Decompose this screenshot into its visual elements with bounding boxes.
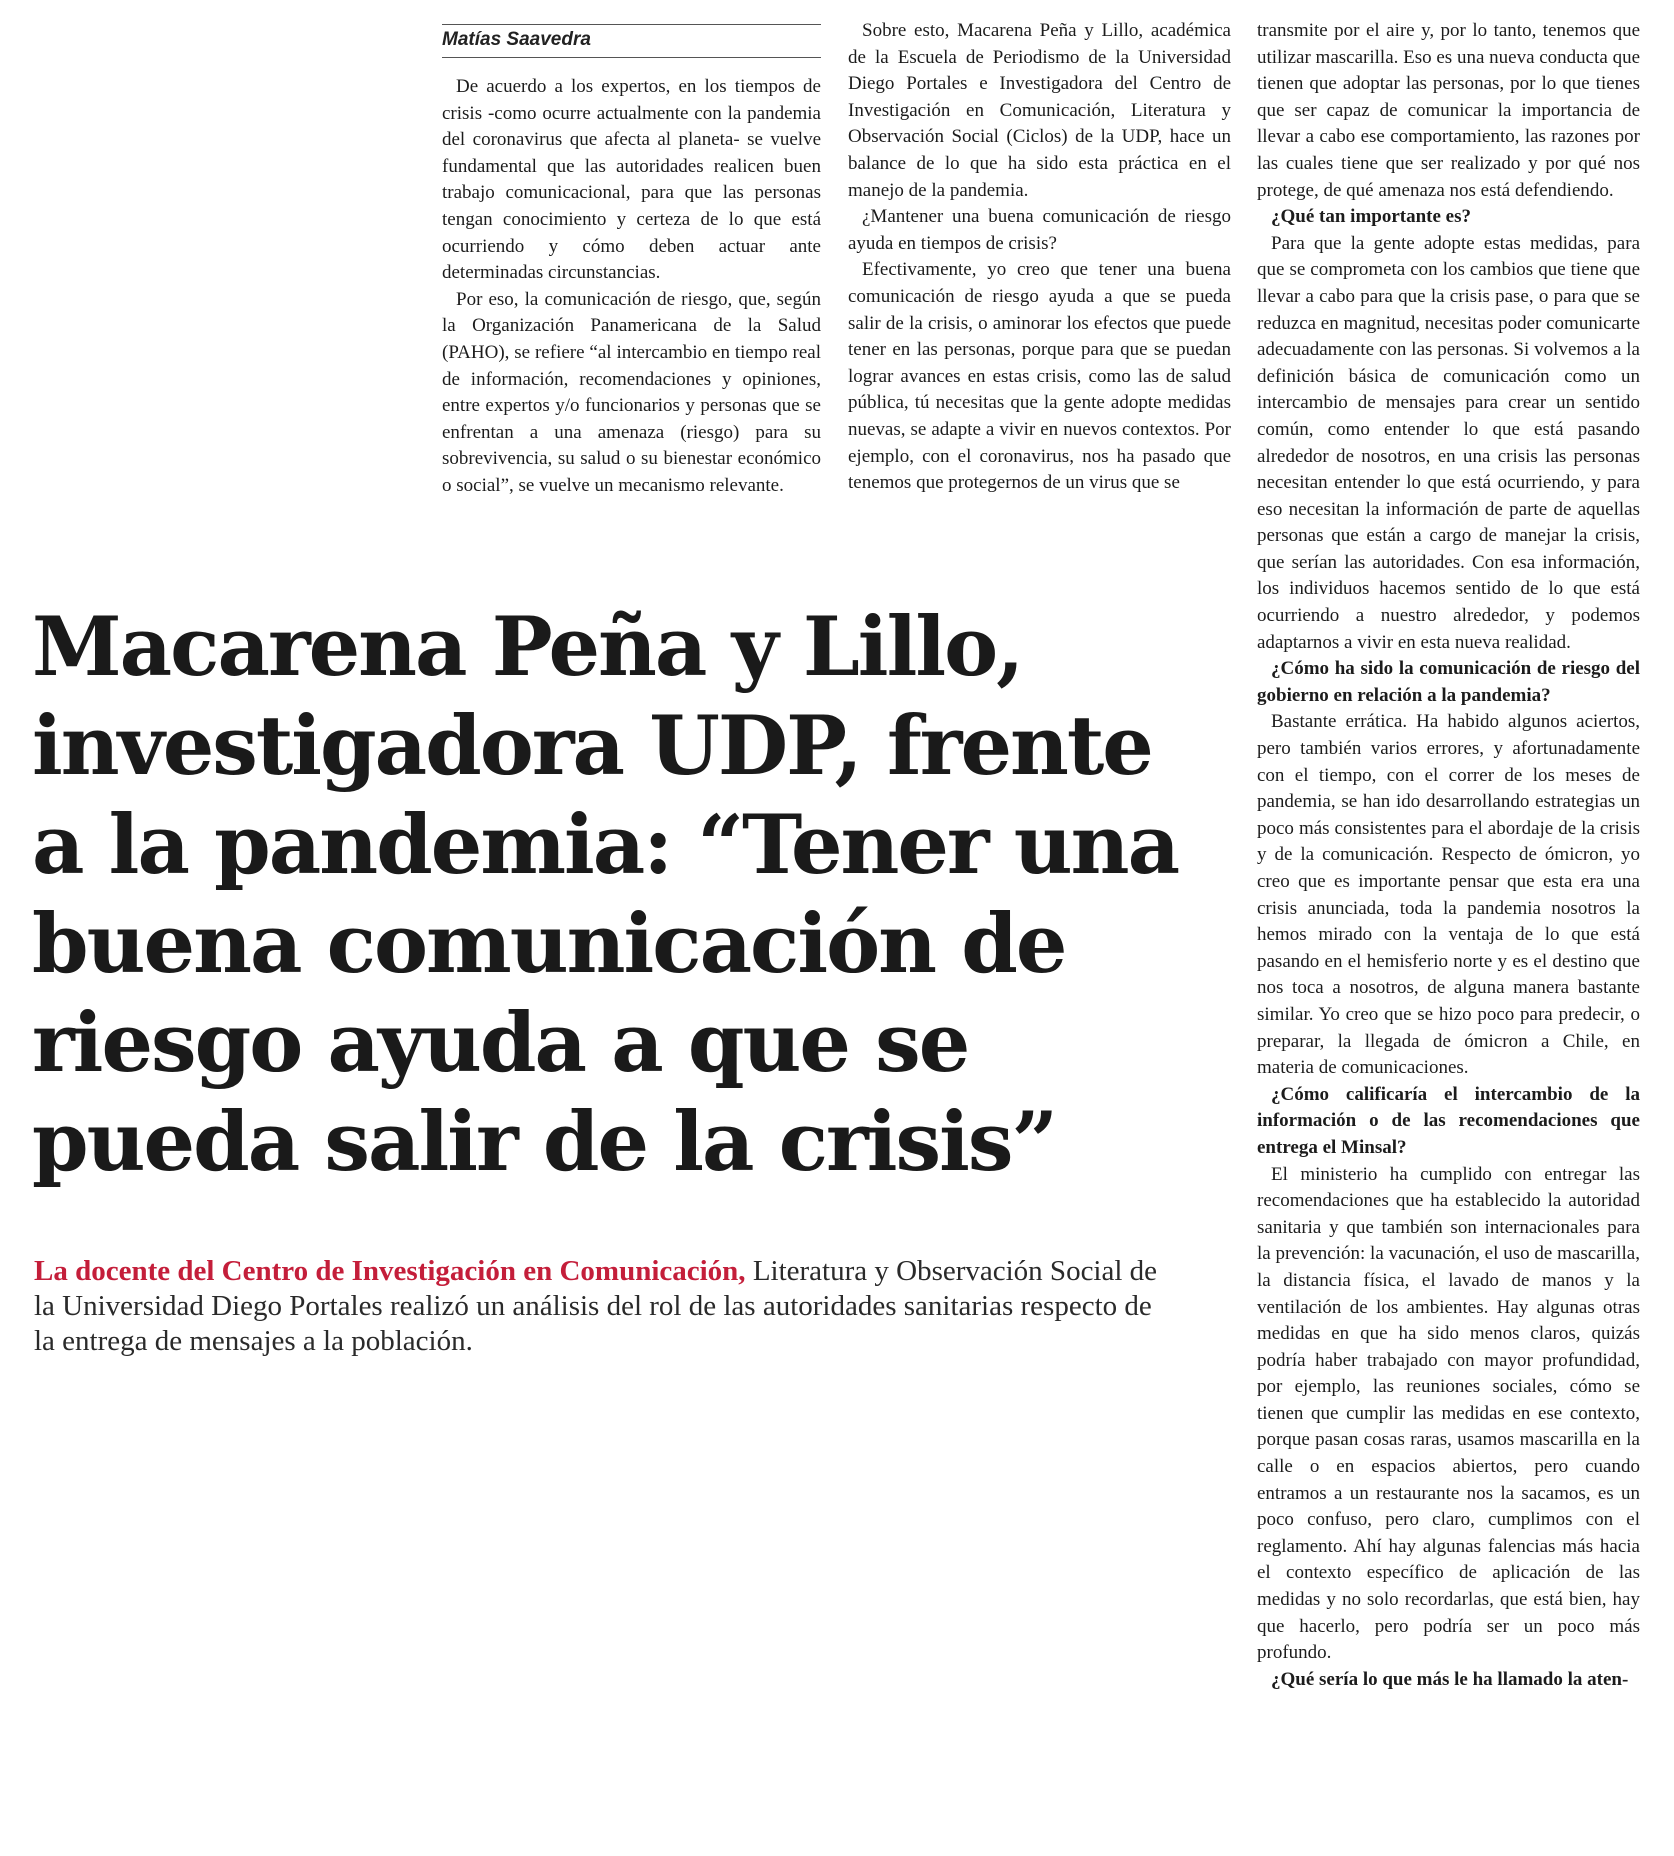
paragraph: De acuerdo a los expertos, en los tiempos de crisis -como ocurre actualmente con la pandemia del coronavirus que afecta al planeta- se vuelve fundamental que las autoridades realicen buen trabajo comunicacional, para que las personas tengan conocimiento y certeza de lo que está ocurriendo y cómo deben actuar ante determinadas circunstancias. xyxy=(442,76,821,284)
paragraph: Por eso, la comunicación de riesgo, que, según la Organización Panamericana de la Salud (PAHO), se refiere “al intercambio en tiempo real de información, recomendaciones y opiniones, entre expertos y/o funcionarios y personas que se enfrentan a una amenaza (riesgo) para su sobrevivencia, su salud o su bienestar económico o social”, se vuelve un mecanismo relevante. xyxy=(442,288,821,496)
headline-line: investigadora UDP, frente xyxy=(32,699,1152,794)
headline-line: riesgo ayuda a que se xyxy=(32,996,969,1091)
paragraph: Para que la gente adopte estas medidas, para que se comprometa con los cambios que tiene que llevar a cabo para que la crisis pase, o para que se reduzca en magnitud, necesitas poder comunicarte adecuadamente con las personas. Si volvemos a la definición básica de comunicación como un intercambio de mensajes para crear un sentido común, como entender lo que está pasando alrededor de nosotros, en una crisis las personas necesitan entender lo que está ocurriendo, y para eso necesitan la información de parte de aquellas personas que están a cargo de manejar la crisis, que serían las autoridades. Con esa información, los individuos hacemos sentido de lo que está ocurriendo a nuestro alrededor, y podemos adaptarnos a vivir en esta nueva realidad. xyxy=(1257,232,1640,653)
article-column-2 xyxy=(848,18,1231,497)
paragraph: El ministerio ha cumplido con entregar las recomendaciones que ha establecido la autoridad sanitaria y que también son internacionales para la prevención: la vacunación, el uso de mascarilla, la distancia física, el lavado de manos y la ventilación de los ambientes. Hay algunas otras medidas en que ha sido menos claros, quizás podría haber trabajado con mayor profundidad, por ejemplo, las reuniones sociales, cómo se tienen que cumplir las medidas en ese contexto, porque pasan cosas raras, usamos mascarilla en la calle o en espacios abiertos, pero cuando entramos a un restaurante nos la sacamos, es un poco confuso, pero claro, cumplimos con el reglamento. Ahí hay algunas falencias más hacia el contexto específico de aplicación de las medidas y no solo recordarlas, que está bien, hay que hacerlo, pero podría ser un poco más profundo. xyxy=(1257,1163,1640,1664)
paragraph: Efectivamente, yo creo que tener una buena comunicación de riesgo ayuda a que se pueda salir de la crisis, o aminorar los efectos que puede tener en las personas, porque para que se puedan lograr avances en estas crisis, como las de salud pública, tú necesitas que la gente adopte medidas nuevas, se adapte a vivir en nuevos contextos. Por ejemplo, con el coronavirus, nos ha pasado que tenemos que protegernos de un virus que se xyxy=(848,259,1231,494)
author-name: Matías Saavedra xyxy=(442,29,591,50)
lead-highlight: La docente del Centro de Investigación en Comunicación, xyxy=(34,1255,746,1287)
interview-question: ¿Mantener una buena comunicación de riesgo ayuda en tiempos de crisis? xyxy=(848,206,1231,254)
paragraph: transmite por el aire y, por lo tanto, tenemos que utilizar mascarilla. Eso es una nueva conducta que tienen que adoptar las personas, por lo que tienes que ser capaz de comunicar la importancia de llevar a cabo ese comportamiento, las razones por las cuales tiene que ser realizado y por qué nos protege, de qué amenaza nos está defendiendo. xyxy=(1257,20,1641,201)
byline xyxy=(442,24,821,58)
interview-question: ¿Cómo calificaría el intercambio de la información o de las recomendaciones que entrega el Minsal? xyxy=(1257,1083,1640,1158)
headline-line: pueda salir de la crisis” xyxy=(32,1095,1057,1190)
paragraph: Bastante errática. Ha habido algunos aciertos, pero también varios errores, y afortunadamente con el tiempo, con el correr de los meses de pandemia, se han ido desarrollando estrategias un poco más consistentes para el abordaje de la crisis y de la comunicación. Respecto de ómicron, yo creo que es importante pensar que esta era una crisis anunciada, toda la pandemia nosotros la hemos mirado con la ventaja de lo que está pasando en el hemisferio norte y es el destino que nos toca a nosotros, de alguna manera bastante similar. Yo creo que se hizo poco para predecir, o preparar, la llegada de ómicron a Chile, en materia de comunicaciones. xyxy=(1257,711,1640,1079)
headline xyxy=(32,598,1242,1192)
article-column-1 xyxy=(442,74,821,500)
interview-question: ¿Cómo ha sido la comunicación de riesgo del gobierno en relación a la pandemia? xyxy=(1257,658,1640,706)
paragraph: Sobre esto, Macarena Peña y Lillo, académica de la Escuela de Periodismo de la Universidad Diego Portales e Investigadora del Centro de Investigación en Comunicación, Literatura y Observación Social (Ciclos) de la UDP, hace un balance de lo que ha sido esta práctica en el manejo de la pandemia. xyxy=(848,20,1231,201)
article-column-3 xyxy=(1257,18,1640,1693)
headline-line: buena comunicación de xyxy=(32,897,1066,992)
interview-question: ¿Qué sería lo que más le ha llamado la aten- xyxy=(1271,1668,1629,1690)
headline-line: Macarena Peña y Lillo, xyxy=(32,600,1023,695)
lead-paragraph xyxy=(34,1254,1164,1359)
headline-line: a la pandemia: “Tener una xyxy=(32,798,1179,893)
interview-question: ¿Qué tan importante es? xyxy=(1271,206,1472,228)
lead-text: Literatura y Observación Social de la Universidad Diego Portales realizó un análisis del rol de las autoridades sanitarias respecto de la entrega de mensajes a la población. xyxy=(34,1255,1158,1357)
